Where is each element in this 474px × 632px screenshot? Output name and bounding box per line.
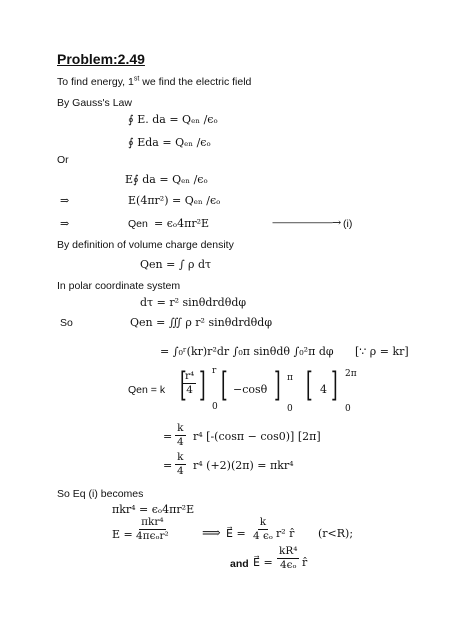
eval-fraction-denominator: 4 <box>186 384 193 397</box>
charge-triple-integral: Qen = ∭ ρ r² sinθdrdθdφ <box>130 316 273 329</box>
step-2-rest: r⁴ (+2)(2π) = πkr⁴ <box>193 459 294 472</box>
so-label: So <box>60 317 73 329</box>
lower-limit-zero-3: 0 <box>345 404 351 414</box>
eval-lhs: Qen = k <box>128 384 166 396</box>
result-3-tail: r̂ <box>302 556 308 569</box>
right-bracket-2: ] <box>274 365 281 405</box>
implies-symbol-1: ⇒ <box>60 194 70 207</box>
step-1-numerator: k <box>175 423 185 436</box>
so-eq-label: So Eq (i) becomes <box>57 488 144 500</box>
step-2-denominator: 4 <box>177 465 184 478</box>
separated-integrals: = ∫₀ʳ(kr)r²dr ∫₀π sinθdθ ∫₀²π dφ <box>160 345 334 358</box>
equation-4: E(4πr²) = Qₑₙ /ϵₒ <box>128 194 221 207</box>
result-3-numerator: kR⁴ <box>277 546 299 559</box>
left-bracket-2: [ <box>221 365 228 405</box>
eval-fraction-numerator: r⁴ <box>183 371 196 384</box>
result-2-field-numerator: k <box>258 517 268 530</box>
implies-arrow: ⟹ <box>202 526 221 541</box>
result-2-numerator: πkr⁴ <box>139 517 166 530</box>
equation-2: ∮ Eda = Qₑₙ /ϵₒ <box>128 136 211 149</box>
right-bracket: ] <box>199 365 206 405</box>
lower-limit-zero-2: 0 <box>287 404 293 414</box>
result-3-denominator: 4ϵₒ <box>279 559 297 572</box>
charge-integral: Qen = ∫ ρ dτ <box>140 258 212 271</box>
result-2-denominator: 4πϵₒr² <box>136 530 169 543</box>
step-2-numerator: k <box>175 452 185 465</box>
four-term: 4 <box>320 383 327 396</box>
or-label: Or <box>57 154 69 166</box>
step-2-fraction <box>175 452 186 477</box>
result-2-field: E⃗ = <box>226 527 246 540</box>
volume-element: dτ = r² sinθdrdθdφ <box>140 296 247 309</box>
polar-label: In polar coordinate system <box>57 280 181 292</box>
gauss-label: By Gauss's Law <box>57 97 132 109</box>
result-2-lhs: E = <box>112 528 133 541</box>
result-2-field-denominator: 4 ϵₒ <box>253 530 273 543</box>
result-2-condition: (r<R); <box>318 527 354 540</box>
lower-limit-zero-1: 0 <box>212 402 218 412</box>
equation-5-rhs: = ϵₒ4πr²E <box>154 217 210 230</box>
and-label: and <box>230 558 249 570</box>
step-2-equals: = <box>163 459 173 472</box>
intro-line <box>57 77 251 88</box>
right-arrow: ——————→ <box>272 216 341 229</box>
step-1-denominator: 4 <box>177 436 184 449</box>
result-2-field-fraction <box>251 517 275 542</box>
implies-symbol-2: ⇒ <box>60 217 70 230</box>
left-bracket: [ <box>180 365 187 405</box>
density-condition: [∵ ρ = kr] <box>355 345 409 358</box>
eval-fraction <box>183 371 196 396</box>
page-title: Problem:2.49 <box>57 51 145 67</box>
equation-tag: (i) <box>343 218 353 230</box>
result-2-tail: r² r̂ <box>276 527 295 540</box>
result-3-field: E⃗ = <box>253 556 273 569</box>
result-2-fraction <box>134 517 171 542</box>
upper-limit-pi: π <box>287 373 293 383</box>
step-1-rest: r⁴ [-(cosπ − cos0)] [2π] <box>193 430 321 443</box>
equation-3: E∮ da = Qₑₙ /ϵₒ <box>125 173 208 186</box>
intro-pre: To find energy, 1 <box>57 76 134 88</box>
step-1-fraction <box>175 423 186 448</box>
upper-limit-r: r <box>212 366 217 376</box>
cos-term: −cosθ <box>233 383 268 396</box>
density-label: By definition of volume charge density <box>57 239 234 251</box>
right-bracket-3: ] <box>331 365 338 405</box>
equation-5-lhs: Qen <box>128 218 148 230</box>
intro-sup: st <box>133 75 140 83</box>
equation-1: ∮ E. da = Qₑₙ /ϵₒ <box>128 113 218 126</box>
upper-limit-2pi: 2π <box>345 369 357 379</box>
intro-post: we find the electric field <box>139 76 252 88</box>
result-3-fraction <box>277 546 299 571</box>
result-1: πkr⁴ = ϵₒ4πr²E <box>112 503 195 516</box>
left-bracket-3: [ <box>306 365 313 405</box>
step-1-equals: = <box>163 430 173 443</box>
